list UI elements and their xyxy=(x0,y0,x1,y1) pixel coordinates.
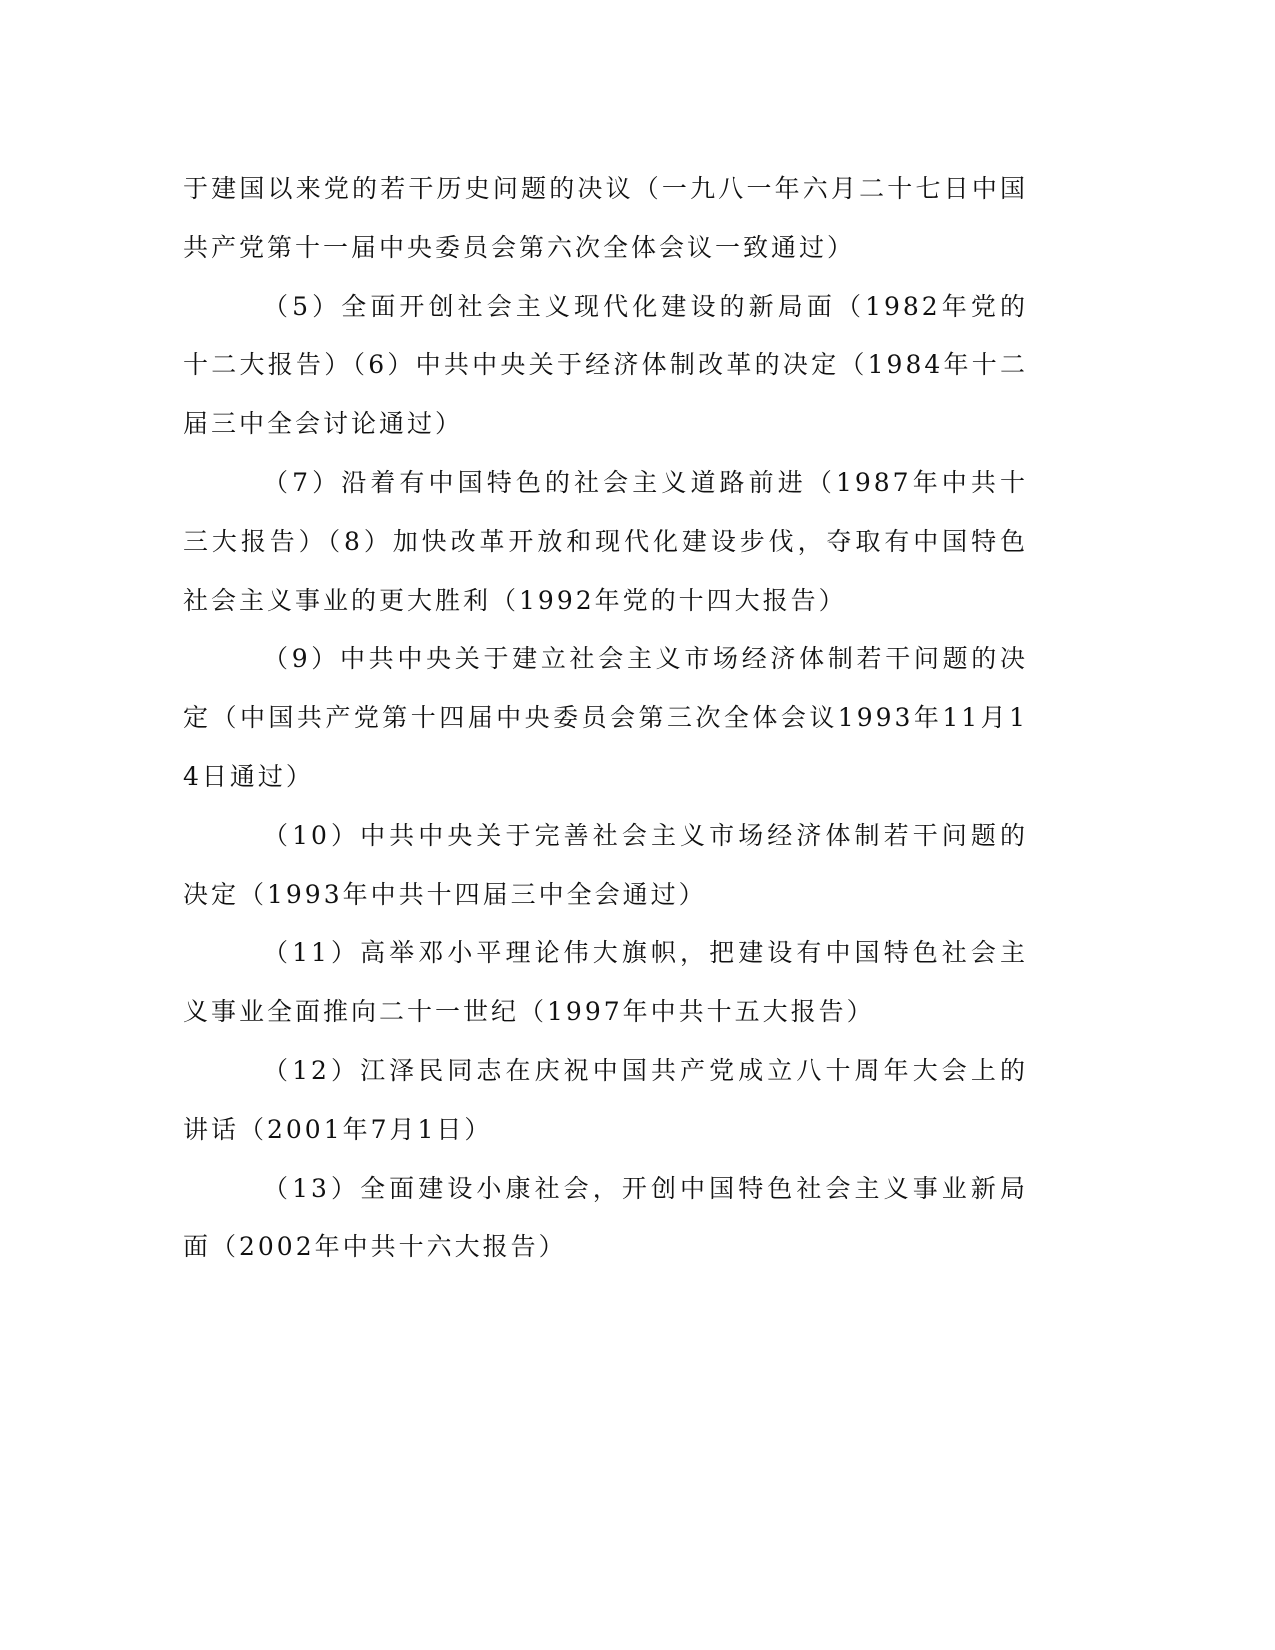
paragraph-item-11: （11）高举邓小平理论伟大旗帜，把建设有中国特色社会主义事业全面推向二十一世纪（1997年中共十五大报告） xyxy=(183,938,1028,1027)
paragraph-item-7-8: （7）沿着有中国特色的社会主义道路前进（1987年中共十三大报告）（8）加快改革开放和现代化建设步伐，夺取有中国特色社会主义事业的更大胜利（1992年党的十四大报告） xyxy=(183,467,1028,615)
paragraph-resolution-history: 于建国以来党的若干历史问题的决议（一九八一年六月二十七日中国共产党第十一届中央委员会第六次全体会议一致通过） xyxy=(183,174,1028,262)
paragraph-item-9: （9）中共中央关于建立社会主义市场经济体制若干问题的决定（中国共产党第十四届中央委员会第三次全体会议1993年11月14日通过） xyxy=(183,644,1028,791)
paragraph-item-13: （13）全面建设小康社会，开创中国特色社会主义事业新局面（2002年中共十六大报告） xyxy=(183,1173,1028,1262)
paragraph-item-10: （10）中共中央关于完善社会主义市场经济体制若干问题的决定（1993年中共十四届三中全会通过） xyxy=(183,820,1028,909)
paragraph-item-12: （12）江泽民同志在庆祝中国共产党成立八十周年大会上的讲话（2001年7月1日） xyxy=(183,1055,1028,1144)
document-body xyxy=(183,160,1028,1277)
paragraph-item-5-6: （5）全面开创社会主义现代化建设的新局面（1982年党的十二大报告）（6）中共中央关于经济体制改革的决定（1984年十二届三中全会讨论通过） xyxy=(183,291,1029,439)
